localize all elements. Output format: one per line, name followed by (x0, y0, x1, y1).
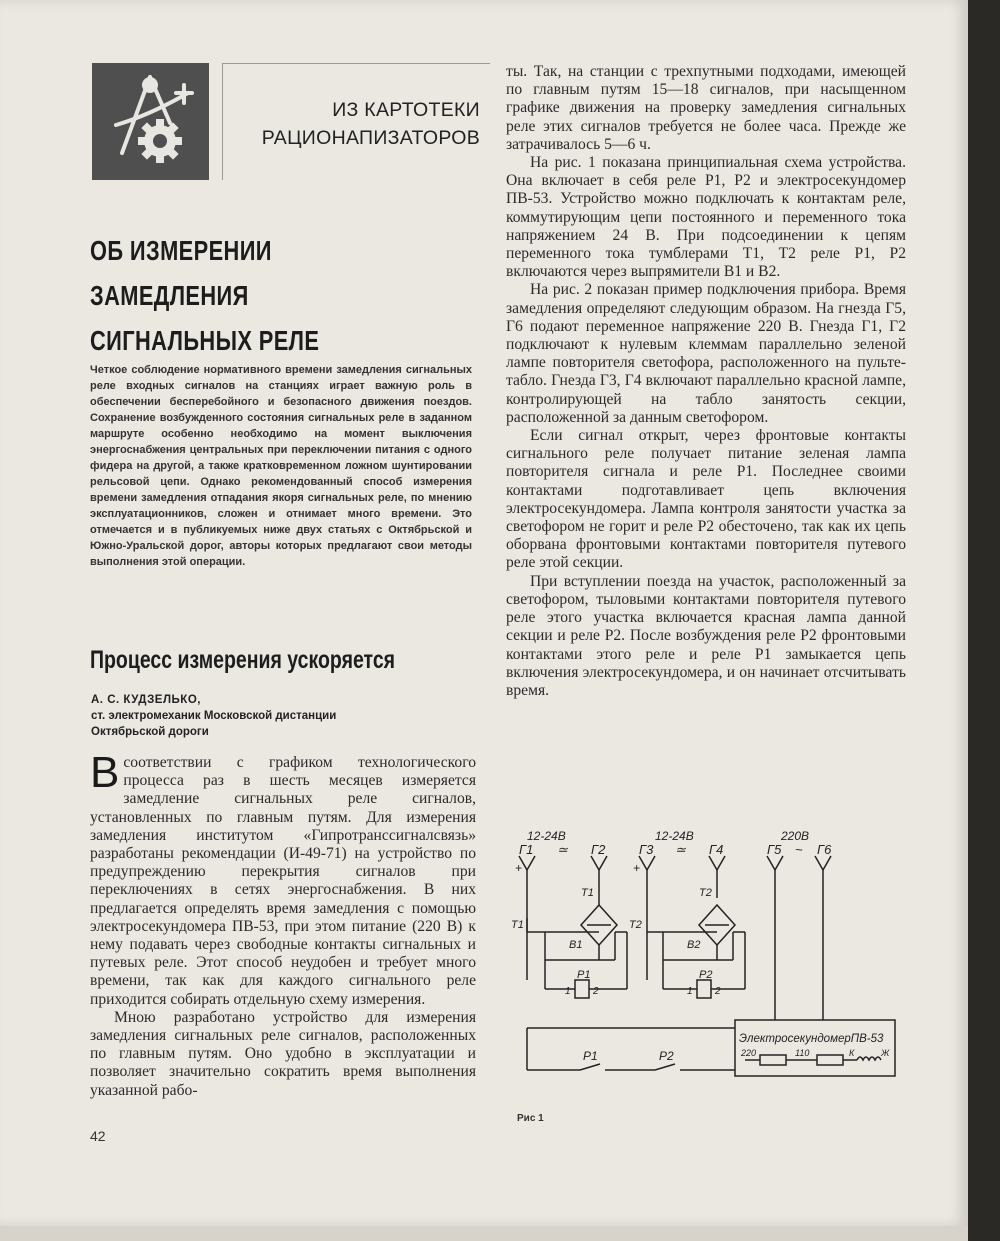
socket-g1-label: Г1 (519, 842, 534, 857)
drop-cap: В (90, 748, 120, 797)
ac-symbol: ~ (795, 842, 803, 857)
paragraph: При вступлении поезда на участок, расположенный за светофором, тыловыми контактами повторителя путевого реле этого участка включается красная лампа данной секции и реле Р2. После возбуждения реле Р2 фронтовыми контактами этого реле и реле Р1 замыкается цепь включения электросекундомера, и он начинает отсчитывать время. (506, 572, 906, 699)
socket-g4-label: Г4 (709, 842, 724, 857)
paragraph: Мною разработано устройство для измерения замедления сигнальных реле сигналов, расположенных по главным путям. Оно удобно в эксплуатации и позволяет значительно сократить время выполнения указанной рабо- (90, 1008, 476, 1099)
series-heading (228, 96, 480, 152)
voltage-label-3: 220В (781, 829, 810, 843)
rectifier-b1-label: В1 (569, 939, 583, 951)
author-role-line1: ст. электромеханик Московской дистанции (91, 710, 337, 722)
coil-terminal-label: 2 (715, 986, 721, 997)
compass-gear-icon (92, 63, 209, 180)
page-title-line1: ОБ ИЗМЕРЕНИИ ЗАМЕДЛЕНИЯ (90, 235, 272, 311)
byline (91, 692, 471, 740)
socket-g6-label: Г6 (817, 842, 832, 857)
coil-terminal-label: 1 (687, 986, 693, 997)
page-bottom-strip (0, 1226, 968, 1241)
page-number: 42 (90, 1128, 106, 1144)
series-heading-line2: РАЦИОНАПИЗАТОРОВ (261, 127, 480, 149)
ac-dc-symbol-1: ≃ (557, 842, 568, 857)
relay-p1-label: Р1 (577, 969, 591, 981)
socket-g2-label: Г2 (591, 842, 606, 857)
toggle-t2-label: Т2 (699, 887, 712, 899)
stopwatch-label: ЭлектросекундомерПВ-53 (739, 1033, 884, 1045)
terminal-zh-label: Ж (881, 1048, 890, 1058)
contact-p2-label: Р2 (659, 1049, 674, 1063)
circuit-schematic (505, 820, 905, 1090)
toggle-t1-label: Т1 (511, 919, 524, 931)
coil-terminal-label: 2 (593, 986, 599, 997)
author-role-line2: Октябрьской дороги (91, 726, 209, 738)
author-name: А. С. КУДЗЕЛЬКО, (91, 694, 201, 706)
toggle-t2-label: Т2 (629, 919, 642, 931)
terminal-220-label: 220 (741, 1048, 757, 1058)
socket-g3-label: Г3 (639, 842, 654, 857)
figure-caption: Рис 1 (517, 1113, 544, 1124)
relay-p2-label: Р2 (699, 969, 713, 981)
paragraph-text: соответствии с графиком технологического процесса раз в шесть месяцев измеряется замедление сигнальных реле сигналов, установленных по главным путям. Для измерения замедления институтом «Гипротранссигналсвязь» разработаны рекомендации (И-49-71) на устройство по предупреждению перекрытия сигналов при переключениях в сетях энергоснабжения. В них предлагается определять время замедления с помощью электросекундомера ПВ-53, при этом питание (220 В) к нему подавать через свободные контакты сигнальных и путевых реле. Этот способ неудобен и требует много времени, так как для каждого сигнального реле приходится собирать отдельную схему измерения. (90, 754, 476, 1008)
page-title-line2: СИГНАЛЬНЫХ РЕЛЕ (90, 325, 320, 356)
intro-text: Четкое соблюдение нормативного времени замедления сигнальных реле входных сигналов на станциях играет важную роль в обеспечении бесперебойного и безопасного движения поездов. Сохранение возбужденного состояния сигнальных реле в заданном маршруте особенно необходимо на момент выключения энергоснабжения центральных при переключении питания с одного фидера на другой, а также кратковременном ложном шунтировании рельсовой цепи. Однако рекомендованный способ измерения времени замедления отпадания якоря сигнальных реле, по мнению эксплуатационников, сложен и отнимает много времени. Это отмечается и в публикуемых ниже двух статьях с Октябрьской и Южно-Уральской дорог, авторы которых предлагают свои методы выполнения этой операции. (90, 364, 472, 568)
ac-dc-symbol-2: ≃ (675, 842, 686, 857)
left-column (90, 748, 476, 1100)
contact-p1-label: Р1 (583, 1049, 598, 1063)
rectifier-b2-label: В2 (687, 939, 701, 951)
voltage-label-1: 12-24В (527, 829, 566, 843)
socket-g5-label: Г5 (767, 842, 782, 857)
terminal-k-label: К (849, 1048, 855, 1058)
toggle-t1-label: Т1 (581, 887, 594, 899)
header-rule-horizontal (222, 63, 490, 64)
right-column (506, 63, 906, 700)
header-rule-vertical (222, 63, 223, 180)
paragraph: На рис. 1 показана принципиальная схема устройства. Она включает в себя реле Р1, Р2 и электросекундомер ПВ-53. Устройство можно подключать к контактам реле, коммутирующим цепи постоянного и переменного тока напряжением 24 В. При подсоединении к цепям переменного тока тумблерами Т1, Т2 реле Р1, Р2 включаются через выпрямители В1 и В2. (506, 154, 906, 281)
paragraph (90, 748, 476, 1009)
series-heading-line1: ИЗ КАРТОТЕКИ (332, 99, 480, 121)
terminal-110-label: 110 (795, 1048, 810, 1058)
page-title (90, 228, 402, 363)
plus-sign-1: + (515, 861, 523, 875)
plus-sign-2: + (633, 861, 641, 875)
page-edge (968, 0, 1000, 1241)
paragraph: Если сигнал открыт, через фронтовые контакты сигнального реле получает питание зеленая лампа повторителя сигнала и реле Р1. Последнее своими контактами подготавливает цепь включения электросекундомера. Лампа контроля занятости участка за светофором не горит и реле Р2 обесточено, так как их цепь оборвана фронтовыми контактами повторителя путевого реле этой секции. (506, 427, 906, 572)
voltage-label-2: 12-24В (655, 829, 694, 843)
article-heading: Процесс измерения ускоряется (90, 646, 396, 674)
paragraph: На рис. 2 показан пример подключения прибора. Время замедления определяют следующим образом. На гнезда Г5, Г6 подают переменное напряжение 220 В. Гнезда Г1, Г2 подключают к нулевым клеммам параллельно зеленой лампе повторителя светофора, расположенного на пульте-табло. Гнезда Г3, Г4 включают параллельно красной лампе, контролирующей на табло занятость секции, расположенной за данным светофором. (506, 281, 906, 426)
paragraph: ты. Так, на станции с трехпутными подходами, имеющей по главным путям 15—18 сигналов, при насыщенном графике движения на проверку замедления сигнальных реле этих сигналов требуется не более часа. Прежде же затрачивалось 5—6 ч. (506, 63, 906, 153)
coil-terminal-label: 1 (565, 986, 571, 997)
